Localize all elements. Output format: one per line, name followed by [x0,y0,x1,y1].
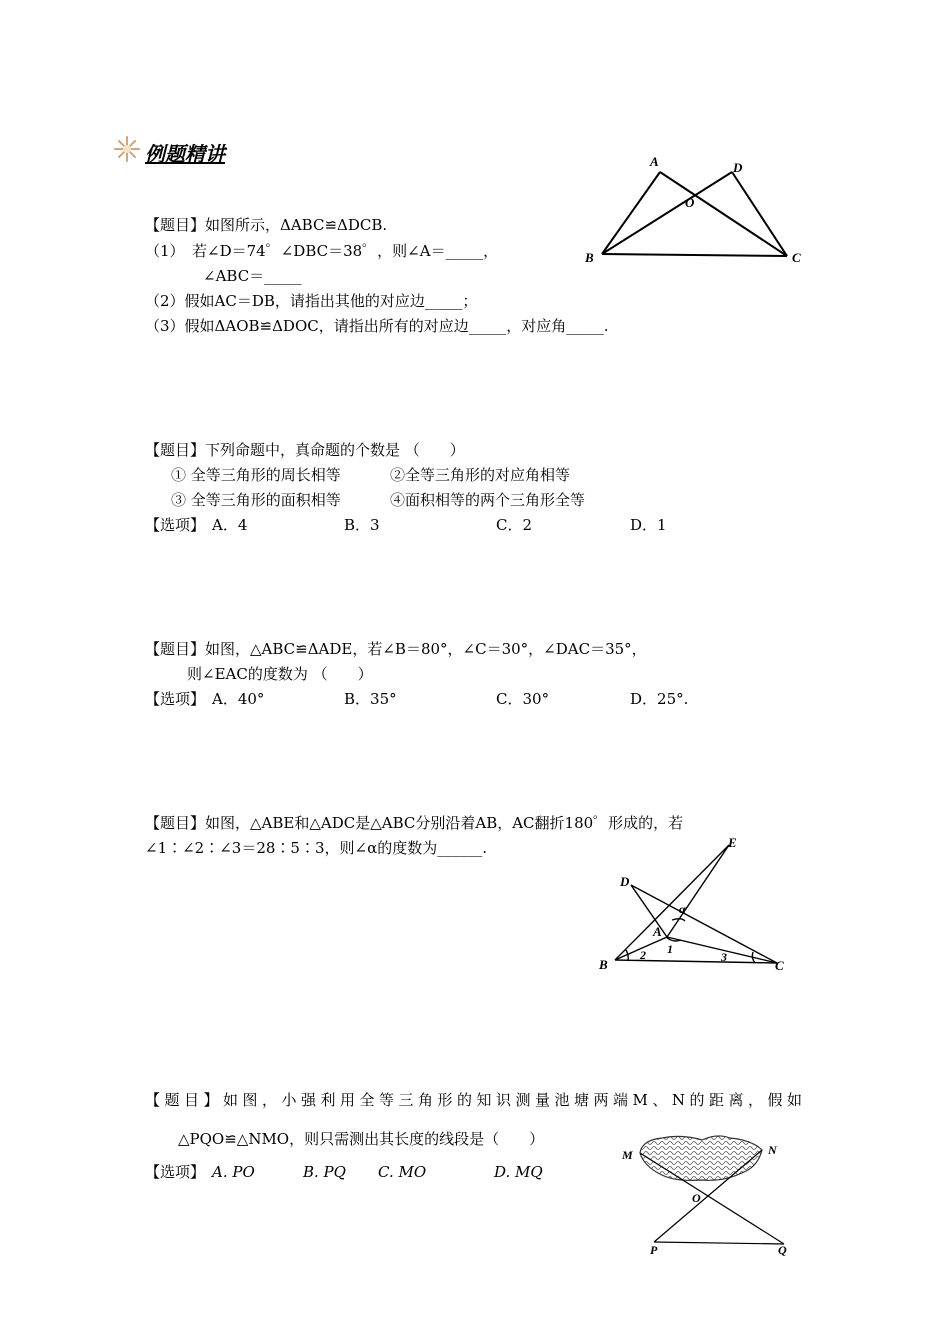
q1-part1b: ∠ABC＝_____ [203,267,302,285]
q4-label-e: E [728,835,737,850]
q1-label-b: B [585,250,594,265]
q2-statement-2: ②全等三角形的对应角相等 [390,466,571,484]
q2-statement-3: ③ 全等三角形的面积相等 [171,491,341,509]
q1-label-d: D [733,160,743,175]
q4-label-a: A [653,924,662,939]
q1-part3: （3）假如ΔAOB≌ΔDOC，请指出所有的对应边_____，对应角_____. [145,317,609,335]
q2-statement-4: ④面积相等的两个三角形全等 [390,491,586,509]
q3-stem-line2: 则∠EAC的度数为 （ ） [187,665,373,683]
q1-part2: （2）假如AC＝DB，请指出其他的对应边_____； [145,292,478,310]
q4-label-1: 1 [667,942,673,956]
q4-label-2: 2 [640,948,646,962]
q3-option-b[interactable]: B．35° [344,690,397,708]
header-star-icon [112,134,142,164]
q5-stem-line2: △PQO≌△NMO，则只需测出其长度的线段是（ ） [178,1130,545,1148]
q4-stem-line2: ∠1∶∠2∶∠3＝28∶5∶3，则∠α的度数为______. [145,839,487,857]
q3-options-label: 【选项】 [145,690,206,708]
q2-stem: 【题目】下列命题中，真命题的个数是 （ ） [145,441,465,459]
q5-figure [612,1130,802,1260]
q3-option-a[interactable]: A．40° [212,690,265,708]
q4-label-b: B [599,957,608,972]
q5-options-label: 【选项】 [145,1163,206,1181]
q1-label-o: O [685,195,695,210]
q2-option-d[interactable]: D．1 [630,516,667,534]
q5-option-b[interactable]: B. PQ [303,1163,346,1181]
q1-stem: 【题目】如图所示，ΔABC≌ΔDCB. [145,216,388,234]
q4-label-alpha: α [679,902,686,916]
page-title: 例题精讲 [145,142,225,166]
q5-label-n: N [768,1143,777,1157]
pond-shape [640,1136,762,1180]
q3-option-d[interactable]: D．25°. [630,690,689,708]
q1-figure [580,150,810,275]
q2-option-c[interactable]: C．2 [496,516,533,534]
q1-label-c: C [792,250,801,265]
q5-label-q: Q [778,1243,787,1257]
q2-option-b[interactable]: B．3 [344,516,380,534]
q5-stem: 【题目】如图，小强利用全等三角形的知识测量池塘两端M、N的距离，假如 [145,1091,807,1109]
q3-option-c[interactable]: C．30° [496,690,550,708]
q1-label-a: A [650,154,659,169]
q5-option-a[interactable]: A. PO [212,1163,255,1181]
q2-option-a[interactable]: A．4 [212,516,248,534]
q4-label-d: D [620,874,630,889]
q5-label-p: P [650,1243,658,1257]
q3-stem: 【题目】如图，△ABC≌ΔADE，若∠B＝80°，∠C＝30°，∠DAC＝35°， [145,640,647,658]
q4-label-3: 3 [721,950,727,964]
q2-statement-1: ① 全等三角形的周长相等 [171,466,341,484]
q5-label-o: O [692,1191,701,1205]
q5-option-c[interactable]: C. MO [378,1163,427,1181]
q2-options-label: 【选项】 [145,516,206,534]
q5-label-m: M [622,1148,633,1162]
q4-stem: 【题目】如图，△ABE和△ADC是△ABC分别沿着AB，AC翻折180゜形成的，若 [145,814,684,832]
q5-option-d[interactable]: D. MQ [494,1163,543,1181]
q1-part1a: （1） 若∠D＝74゜∠DBC＝38゜，则∠A＝_____， [145,242,499,260]
q4-label-c: C [775,958,784,973]
q4-figure [595,833,795,978]
